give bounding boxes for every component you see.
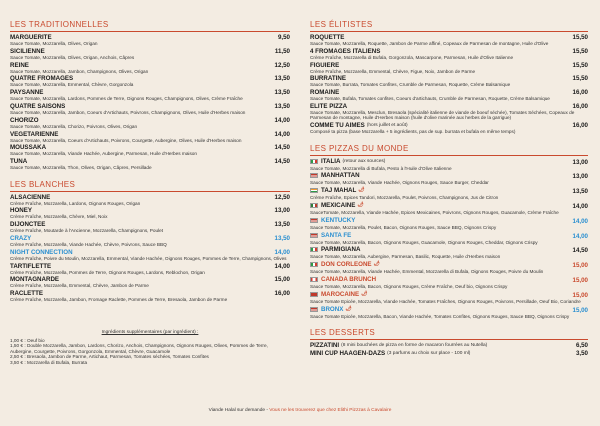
menu-item-name [10,117,39,124]
desserts-list [310,342,588,357]
menu-item [310,103,588,121]
menu-item [10,34,290,46]
menu-item [310,34,588,46]
supplement-line: 3,50 € : Mozzarella di Bufala, Burrata [10,359,88,365]
menu-item-description: Sauce Tomate, Mozzarella, Aubergine, Parmesan, Basilic, Roquette, Huile d'Herbes maison [310,254,501,260]
menu-item-name [10,144,46,151]
menu-item-name [310,103,347,110]
menu-item-price: 16,00 [572,89,588,97]
menu-item-head [310,232,588,240]
menu-item-note: (retour aux sources) [342,158,386,164]
menu-item-description: Sauce Tomate Epicée, Mozzarella, Viande Hachée, Tomates Fraîches, Oignons Rouges, Poivrons, Persillade, Oeuf Bio, Coriandre [310,298,581,304]
menu-item [310,122,588,134]
menu-item [10,235,290,247]
menu-item-name-text: TAJ MAHAL [321,187,357,195]
menu-item-name-text: MINI CUP HAAGEN-DAZS [310,350,386,358]
menu-item-head [310,172,588,180]
menu-item-head [10,103,290,110]
menu-item-description: Sauce Tomate, Mozzarella, Coeurs d'Artichauts, Poivrons, Courgette, Aubergine, Olives, Huile d'Herbes maison [10,137,242,143]
menu-item-name [310,89,339,96]
menu-item-name-text: SICILIENNE [10,47,45,55]
supplements-lines [10,338,290,365]
menu-item-name [310,350,470,357]
menu-item-head [310,276,588,284]
menu-item [10,62,290,74]
menu-item-head [310,246,588,254]
left-column [10,20,290,304]
menu-item-description: Crème Fraîche, Mozzarella, Emmental, Chèvre, Figue, Noix, Jambon de Parme [310,68,476,74]
menu-item [310,62,588,74]
menu-item-name [10,75,73,82]
flag-ca-icon [310,277,318,282]
menu-item-description: Crème Fraîche, Mozzarella, Pommes de Terre, Oignons Rouges, Lardons, Reblochon, Origan [10,269,205,275]
menu-item-head [10,276,290,283]
menu-item-description: Crème Fraîche, Mozzarella, Viande Hachée, Chèvre, Poivrons, Sauce BBQ [10,241,167,247]
menu-item-price: 14,00 [274,248,290,256]
footer [0,408,600,413]
menu-item-name [310,202,364,209]
menu-item [310,48,588,60]
menu-item-price: 13,00 [572,158,588,166]
menu-item [310,261,588,274]
menu-item-price: 13,00 [274,207,290,215]
menu-item-head [310,217,588,225]
menu-item-head [10,89,290,96]
menu-item-name [10,207,32,214]
menu-item-head [10,131,290,138]
flag-ma-icon [310,292,318,297]
menu-item-price: 14,50 [274,158,290,166]
menu-item-name-text: KENTUCKY [321,216,356,224]
menu-item-head [310,62,588,69]
menu-item [310,217,588,230]
menu-item-name [310,246,360,253]
menu-item [310,89,588,101]
menu-item-description: Sauce Tomate, Mozzarella, Jambon, Coeurs d'Artichauts, Poivrons, Champignons, Olives, Huile d'Herbes maison [10,109,246,115]
menu-item [10,117,290,129]
menu-item-name-text: ROMAINE [310,89,340,97]
flag-us-icon [310,218,318,223]
flag-it-icon [310,247,318,252]
flag-in-icon [310,188,318,193]
menu-item-description: SauceTomate, Mozzarella, Viande Hachée, Epices Mexicaines, Poivrons, Oignons Rouges, Guacamole, Crème Fraîche [310,209,559,215]
menu-item-note: (8 mini bouchées de pizza en forme de macaron fourrées au Nutella) [341,342,488,348]
menu-item [10,103,290,115]
menu-item-description: Crème Fraîche, Mozzarella, Lardons, Oignons Rouges, Origan [10,200,141,206]
chili-pepper-icon: 🌶 [358,187,365,194]
menu-item [310,306,588,319]
menu-item-note: (3 parfums au choix sur place - 100 ml) [387,351,471,357]
menu-item-description: Sauce Tomate, Mozzarella, Viande Hachée, Emmental, Mozzarella di Bufala, Oignons Rouges, Poivre du Moulin [310,269,544,275]
menu-item-price: 15,00 [572,276,588,284]
menu-item-name-text: CRAZY [10,234,32,242]
menu-item-head [10,34,290,41]
menu-item-name-text: VEGETARIENNE [10,130,59,138]
menu-item-description: Sauce Tomate, Mozzarella, Olives, Origan, Anchois, Câpres [10,54,135,60]
menu-item-name [10,249,73,256]
menu-item-head [310,122,588,129]
menu-item-name [10,194,50,201]
menu-item-name [310,48,380,55]
menu-item-description: Sauce Tomate, Mozzarella, Roquette, Jambon de Parme affiné, Copeaux de Parmesan de montagne, Huile d'Olive [310,41,549,46]
menu-item-name [10,263,51,270]
menu-item-description: Crème Fraîche, Mozzarella, Emmental, Chèvre, Jambon de Parme [10,283,149,289]
menu-item-name [310,34,344,41]
menu-item-price: 15,50 [572,47,588,55]
section-title-traditionnelles: LES TRADITIONNELLES [10,20,290,32]
menu-item-name-text: FIGUIERE [310,61,340,69]
menu-item-description: Sauce Tomate, Bufala, Tomates confites, Coeurs d'artichauts, Crumble de Parmesan, Roquette, Crème Balsamique [310,96,550,102]
menu-item-name [310,217,355,224]
menu-item-head [10,249,290,256]
menu-item-head [310,261,588,269]
menu-item-head [310,75,588,82]
menu-item-name-text: HONEY [10,207,33,215]
menu-item-price: 14,00 [274,262,290,270]
menu-item-head [310,291,588,299]
menu-item-name [10,103,65,110]
menu-item-description: Crème Fraîche, Mozzarella, Chèvre, Miel, Noix [10,214,108,220]
menu-item-name [310,261,380,268]
menu-item-head [310,187,588,195]
menu-item-name [10,290,43,297]
menu-item-description: Sauce Tomate, Mozzarella, Chorizo, Poivrons, Olives, Origan [10,123,138,129]
elitistes-list [310,34,588,135]
menu-item-description: Sauce Tomate, Mozzarella, Bacon, Oignons Rouges, Guacamole, Oignons Rouges, Cheddar, Oignons Crispy [310,239,538,245]
menu-item-name [10,158,27,165]
menu-item [10,158,290,170]
menu-item-head [310,158,588,166]
menu-item-head [310,306,588,314]
menu-item-name [10,89,43,96]
supplements [10,330,290,365]
traditionnelles-list [10,34,290,171]
menu-item-name [310,75,346,82]
menu-item-head [310,342,588,349]
section-title-blanches: LES BLANCHES [10,180,290,192]
menu-item [310,350,588,357]
menu-item [10,144,290,156]
menu-item-price: 14,00 [274,116,290,124]
menu-item-name [310,172,360,179]
menu-item-price: 13,50 [274,102,290,110]
menu-item-price: 13,50 [572,188,588,196]
monde-list [310,158,588,319]
menu-item [310,276,588,289]
menu-item-head [10,158,290,165]
menu-item-name-text: ELITE PIZZA [310,102,348,110]
menu-item-description: Sauce Tomate, Mozzarella, Emmental, Chèvre, Gorgonzola [10,82,134,88]
menu-item-head [10,48,290,55]
flag-us-icon [310,173,318,178]
chili-pepper-icon: 🌶 [357,201,364,208]
menu-item-name-text: MAROCAINE [321,290,360,298]
menu-item-name-text: PARMIGIANA [321,246,361,254]
menu-item-head [10,144,290,151]
menu-item-head [10,290,290,297]
menu-item [310,75,588,87]
menu-item-name-text: MEXICAINE [321,201,356,209]
section-title-elitistes: LES ÉLITISTES [310,20,588,32]
menu-item-description: Crème Fraîche, Epices Tandori, Mozzarella, Poulet, Poivrons, Champignons, Jus de Citron [310,195,499,201]
menu-item-name-text: DON CORLEONE [321,261,372,269]
menu-item-name-text: SANTA FE [321,231,352,239]
menu-item-description: Sauce Tomate Epicée, Mozzarella, Bacon, Viande Hachée, Tomates Confites, Oignons Rouges, Sauce BBQ, Oignons Crispy [310,313,570,319]
menu-item [310,187,588,200]
menu-item-price: 3,50 [575,350,588,358]
menu-item-name [310,158,385,165]
section-title-desserts: LES DESSERTS [310,328,588,340]
menu-item-name-text: MONTAGNARDE [10,276,60,284]
menu-item-name-text: CANADA BRUNCH [321,275,377,283]
menu-item-name-text: RACLETTE [10,290,43,298]
menu-item-description: Sauce Tomate, Mozzarella, Viande Hachée, Oignons Rouges, Sauce Burger, Cheddar [310,180,489,186]
menu-item [10,276,290,288]
menu-item-price: 14,00 [274,130,290,138]
menu-item [310,172,588,185]
menu-item [310,202,588,215]
menu-item-head [10,207,290,214]
supplements-title: Ingrédients supplémentaires (par ingrédient) : [101,330,199,335]
menu-item [310,342,588,349]
menu-item-name-text: ALSACIENNE [10,193,51,201]
menu-item-price: 12,50 [274,61,290,69]
footer-text: Viande Halal sur demande - [208,408,270,413]
menu-item [310,246,588,259]
menu-item-price: 14,00 [572,232,588,240]
menu-item-name-text: QUATRE FROMAGES [10,75,74,83]
menu-item-description: Crème Fraîche, Mozzarella di Bufala, Gorgonzola, Mascarpone, Parmesan, Huile d'Olive Italienne [310,54,514,60]
menu-item-name [310,187,365,194]
flag-it-icon [310,159,318,164]
supplement-line: 2,50 € : Bresaola, Jambon de Parme, Artichaut, Parmesan, Tomates séchées, Tomates Confites [10,354,209,360]
menu-item-description: Sauce Tomate, Mozzarella, Viande Hachée, Aubergine, Parmesan, Huile d'Herbes maison [10,151,198,157]
menu-item-price: 15,00 [572,291,588,299]
menu-item-head [310,350,588,357]
menu-item-head [310,48,588,55]
supplement-line: 1,00 € : Oeuf bio [10,338,45,343]
menu-item-price: 15,50 [572,34,588,41]
blanches-list [10,194,290,303]
flag-it-icon [310,262,318,267]
menu-item-price: 12,50 [274,193,290,201]
menu-item-description: Sauce Tomate, Burrata, Tomates Confites, Crumble de Parmesan, Roquette, Crème Balsamique [310,82,511,88]
menu-item-price: 15,00 [572,306,588,314]
menu-item-name-text: PIZZATINI [310,341,340,349]
menu-item-name [310,232,351,239]
menu-item-name-text: BRONX [321,305,344,313]
menu-item-price: 9,50 [277,34,290,41]
menu-item-description: Sauce Tomate, Mozzarella, Thon, Olives, Origan, Câpres, Persillade [10,165,152,171]
menu-item-name-text: MANHATTAN [321,172,360,180]
supplement-line: Aubergine, Courgette, Poivrons, Gorgonzola, Emmental, Chèvre, Guacamole [10,348,171,354]
menu-item-price: 15,50 [572,61,588,69]
menu-item-price: 13,50 [274,89,290,97]
menu-item-head [310,34,588,41]
menu-item-note: (hors juillet et août) [366,123,408,129]
menu-item-head [310,202,588,210]
menu-item [310,291,588,304]
menu-item-description: Sauce Tomate, Mozzarella, Bacon, Oignons Rouges, Crème Fraîche, Oeuf bio, Oignons Crispy [310,283,508,289]
menu-item-name [10,221,45,228]
menu-item-name [10,62,29,69]
chili-pepper-icon: 🌶 [373,261,380,268]
menu-item [310,158,588,171]
menu-item-name [310,342,487,349]
menu-item-name-text: ITALIA [321,157,341,165]
menu-item-price: 16,00 [572,122,588,130]
menu-item-name-text: QUATRE SAISONS [10,102,66,110]
menu-item-price: 15,00 [572,262,588,270]
menu-item-price: 15,00 [274,276,290,284]
menu-item-head [10,75,290,82]
menu-item-price: 14,00 [572,202,588,210]
menu-item [310,232,588,245]
menu-item-price: 14,50 [572,247,588,255]
menu-item [10,89,290,101]
menu-item [10,207,290,219]
menu-item-name [310,62,339,69]
menu-item [10,290,290,302]
menu-item-name-text: ROQUETTE [310,34,345,41]
menu-item-name [10,235,31,242]
menu-item-head [10,221,290,228]
menu-item-name-text: MARGUERITE [10,34,52,41]
menu-item-description: Sauce Tomate, Mozzarella, Mesclun, Bresaola (spécialité italienne de viande de boeuf séchée), Tomates Séchées, Copeaux de Parmesan de montagne, Huile d'Herbes maison (huile d'olive marinée aux herbes de la garrigue) [310,109,575,121]
menu-item-description: Sauce Tomate, Mozzarella di Bufala, Pesto à l'Huile d'Olive Italienne [310,165,452,171]
menu-item-description: Crème Fraîche, Mozzarella, Jambon, Fromage Raclette, Pommes de Terre, Bresaola, Jambon de Parme [10,297,228,303]
menu-item-name-text: BURRATINE [310,75,346,83]
menu-item [10,131,290,143]
menu-item-name [310,306,352,313]
menu-item-name-text: TARTIFLETTE [10,262,52,270]
right-column [310,20,588,359]
menu-item [10,221,290,233]
menu-item [10,249,290,261]
menu-item-name-text: NIGHT CONNECTION [10,248,73,256]
menu-item-name-text: TUNA [10,158,28,166]
menu-item-price: 11,50 [274,47,290,55]
menu-item-description: Crème Fraîche, Moutarde à l'Ancienne, Mozzarella, Champignons, Poulet [10,228,164,234]
menu-item-name-text: COMME TU AIMES [310,122,365,130]
menu-item-name-text: PAYSANNE [10,89,44,97]
menu-item-head [310,89,588,96]
chili-pepper-icon: 🌶 [361,290,368,297]
menu-item-head [10,194,290,201]
menu-item-description: Crème Fraîche, Poivre du Moulin, Mozzarella, Emmental, Viande Hachée, Oignons Rouges, Pommes de Terre, Champignons, Olives [10,255,287,261]
supplement-line: 1,50 € : Double Mozzarella, Jambon, Lardons, Chorizo, Anchois, Champignons, Oignons Rouges, Olives, Pommes de Terre, [10,343,268,349]
menu-item-name-text: MOUSSAKA [10,144,47,152]
menu-item-head [10,62,290,69]
menu-item-head [10,235,290,242]
menu-item-name [310,276,376,283]
menu-item-price: 14,50 [274,144,290,152]
menu-item-price: 15,50 [572,75,588,83]
flag-us-icon [310,307,318,312]
menu-item-price: 16,00 [274,290,290,298]
menu-item-name [10,34,52,41]
menu-item-name-text: CHORIZO [10,116,39,124]
menu-item-head [310,103,588,110]
menu-item-description: Sauce Tomate, Mozzarella, Poulet, Bacon, Oignons Rouges, Sauce BBQ, Oignons Crispy [310,224,497,230]
footer-accent: Vous ne les trouverez que chez Elithi Pizzzas à Cavalaire [269,408,392,413]
menu-item-name [10,131,58,138]
menu-item-price: 16,00 [572,102,588,110]
menu-item-description: Sauce Tomate, Mozzarella, Olives, Origan [10,41,98,46]
menu-item-name [310,291,368,298]
menu-item-description: Composé ta pizza (base Mozzarella + 5 ingrédients, pas de sup. burrata et bufala en même temps) [310,129,516,135]
flag-mx-icon [310,203,318,208]
menu-item-price: 6,50 [575,341,588,349]
menu-item-price: 13,50 [274,221,290,229]
menu-item-description: Sauce Tomate, Mozzarella, Jambon, Champignons, Olives, Origan [10,68,149,74]
menu-item [10,263,290,275]
menu-item-name-text: 4 FROMAGES ITALIENS [310,47,381,55]
menu-item [10,194,290,206]
menu-item-price: 14,00 [572,217,588,225]
menu-item-head [10,117,290,124]
menu-item-price: 13,50 [274,234,290,242]
flag-us-icon [310,233,318,238]
menu-item [10,75,290,87]
menu-item-name-text: DIJONCTEE [10,221,46,229]
menu-item-price: 13,50 [274,75,290,83]
menu-item-name [10,48,45,55]
chili-pepper-icon: 🌶 [345,305,352,312]
menu-item-head [10,263,290,270]
menu-item-name [10,276,59,283]
menu-item [10,48,290,60]
menu-item-name-text: REINE [10,61,29,69]
menu-item-price: 13,00 [572,173,588,181]
menu-item-name [310,122,408,129]
section-title-monde: LES PIZZAS DU MONDE [310,144,588,156]
menu-item-description: Sauce Tomate, Mozzarella, Lardons, Pommes de Terre, Oignons Rouges, Champignons, Olives, Crème Fraîche [10,96,243,102]
